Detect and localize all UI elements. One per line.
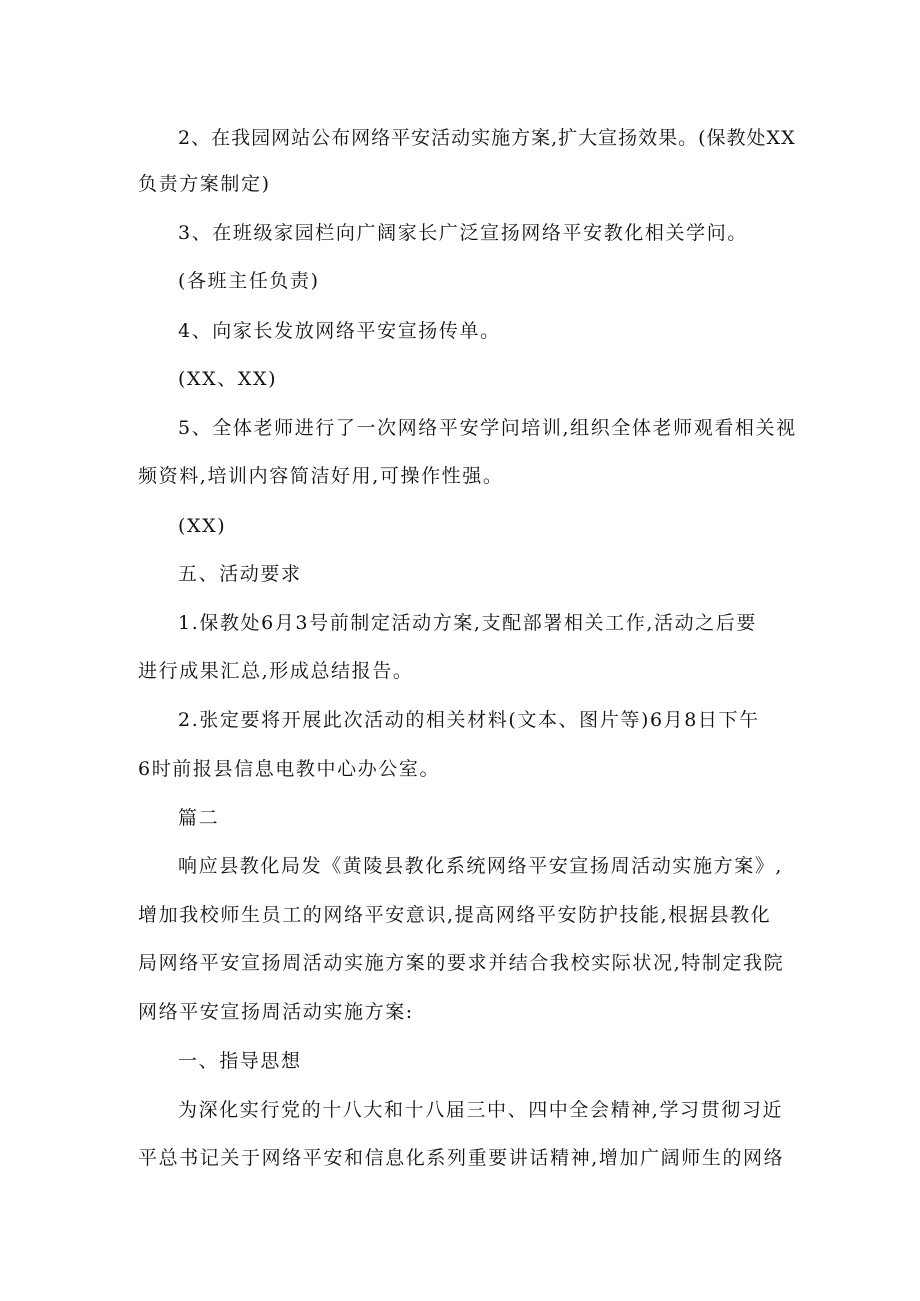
section-heading: 篇二 — [178, 807, 220, 829]
paragraph-line: (XX) — [178, 515, 227, 537]
paragraph-line: 网络平安宣扬周活动实施方案: — [138, 1001, 414, 1023]
paragraph-line: 2.张定要将开展此次活动的相关材料(文本、图片等)6月8日下午 — [178, 709, 760, 731]
paragraph-line: 1.保教处6月3号前制定活动方案,支配部署相关工作,活动之后要 — [178, 612, 757, 634]
paragraph-line: 负责方案制定) — [138, 173, 271, 195]
paragraph-line: 4、向家长发放网络平安宣扬传单。 — [178, 320, 501, 342]
paragraph-line: 进行成果汇总,形成总结报告。 — [138, 660, 414, 682]
paragraph-line: 3、在班级家园栏向广阔家长广泛宣扬网络平安教化相关学问。 — [178, 222, 748, 244]
paragraph-line: (XX、XX) — [178, 368, 278, 390]
paragraph-line: 为深化实行党的十八大和十八届三中、四中全会精神,学习贯彻习近 — [178, 1099, 784, 1121]
paragraph-line: 响应县教化局发《黄陵县教化系统网络平安宣扬周活动实施方案》, — [178, 855, 784, 877]
paragraph-line: 局网络平安宣扬周活动实施方案的要求并结合我校实际状况,特制定我院 — [138, 952, 785, 974]
paragraph-line: 频资料,培训内容简洁好用,可操作性强。 — [138, 465, 504, 487]
paragraph-line: 6时前报县信息电教中心办公室。 — [138, 758, 441, 780]
section-heading: 一、指导思想 — [178, 1050, 302, 1072]
paragraph-line: 平总书记关于网络平安和信息化系列重要讲话精神,增加广阔师生的网络 — [138, 1147, 785, 1169]
paragraph-line: 5、全体老师进行了一次网络平安学问培训,组织全体老师观看相关视 — [178, 417, 797, 439]
paragraph-line: 2、在我园网站公布网络平安活动实施方案,扩大宣扬效果。(保教处XX — [178, 127, 796, 149]
paragraph-line: (各班主任负责) — [178, 270, 320, 292]
paragraph-line: 增加我校师生员工的网络平安意识,提高网络平安防护技能,根据县教化 — [138, 904, 772, 926]
section-heading: 五、活动要求 — [178, 563, 302, 585]
